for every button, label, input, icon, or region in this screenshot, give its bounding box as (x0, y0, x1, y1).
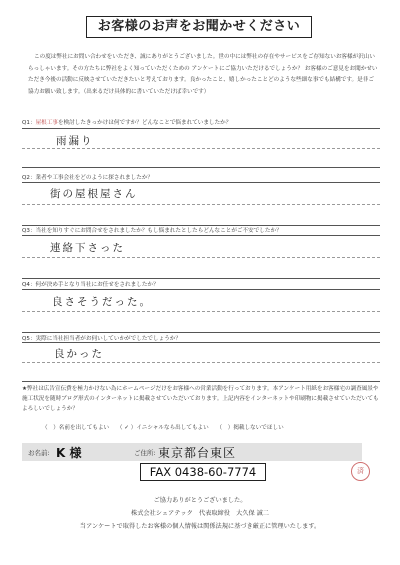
answer-rule (22, 204, 380, 205)
publish-options (42, 423, 290, 431)
customer-address[interactable]: 東京都台東区 (158, 446, 237, 460)
answer-rule (22, 311, 380, 312)
stamp-seal: 済 (351, 462, 370, 481)
answer-4-box[interactable] (22, 289, 380, 333)
answer-1-box[interactable] (22, 128, 380, 168)
answer-2-text: 街の屋根屋さん (50, 188, 138, 200)
answer-3-box[interactable] (22, 235, 380, 279)
answer-4-text: 良さそうだった。 (52, 296, 152, 308)
question-1-suffix: を検討したきっかけは何ですか？どんなことで悩まれていましたか？ (57, 120, 232, 126)
option-name-ok[interactable]: （ ）名前を出してもよい (42, 425, 110, 431)
customer-info-bar (22, 443, 362, 461)
footer-privacy: 当アンケートで取得したお客様の個人情報は関係法規に基づき厳正に管理いたします。 (79, 523, 321, 530)
footer-company: 株式会社シェアテック 代表取締役 大久保 誠二 (131, 510, 269, 517)
page-title: お客様のお声をお聞かせください (86, 16, 312, 38)
option-no-publish[interactable]: （ ）掲載しないでほしい (216, 425, 284, 431)
question-3-label: Q3：当社を知りすぐにお問合せをされましたか？もし悩まれたとしたらどんなことがご不安でしたか？ (22, 228, 282, 234)
answer-1-text: 雨漏り (56, 135, 94, 147)
answer-5-box[interactable] (22, 342, 380, 382)
question-1-prefix: Q1： (22, 120, 36, 126)
answer-rule (22, 148, 380, 149)
answer-rule (22, 257, 380, 258)
answer-3-text: 連絡下さった (50, 242, 125, 254)
name-label: お名前: (28, 449, 50, 457)
question-4-label: Q4：何が決め手となり当社にお任せをされましたか？ (22, 282, 159, 288)
publish-notice: ★弊社は広告宣伝費を極力かけない為にホームページだけをお客様への営業活動を行っております。本アンケート用紙をお客様宅の調査風景や施工状況を随時ブログ形式のインターネットに掲載させていただいております。上記内容をインターネットや印刷物に掲載させていただいてもよろしいでしょうか？ (22, 386, 379, 412)
intro-text: この度は弊社にお問い合わせをいただき、誠にありがとうございました。世の中には弊社の存在やサービスをご存知ないお客様が沢山いらっしゃいます。その方たちに弊社をよく知っていただくための アンケートにご協力いただけるでしょうか？ お客様のご意見をお聞かせいただき今後の活動に反映させていただきたいと考えております。良かったこと、嬉しかったことどのような些細な事でも結構です。是非ご協力お願い致します。（出来るだけ具体的に書いていただけば幸いです） (28, 54, 378, 95)
question-1-highlight: 屋根工事 (35, 120, 58, 126)
footer-thanks: ご協力ありがとうございました。 (153, 497, 247, 504)
address-label: ご住所: (134, 449, 156, 457)
answer-5-text: 良かった (54, 348, 104, 360)
fax-number: FAX 0438-60-7774 (140, 463, 266, 481)
customer-name[interactable]: K 様 (56, 446, 82, 460)
option-initial-ok[interactable]: （ ✓ ）イニシャルなら出してもよい (116, 425, 209, 431)
question-2-label: Q2：業者や工事会社をどのように探されましたか？ (22, 175, 154, 181)
answer-2-box[interactable] (22, 182, 380, 226)
question-5-label: Q5：実際に当社担当者がお伺いしていかがでしたでしょうか？ (22, 336, 181, 342)
question-1-label (22, 118, 231, 126)
answer-rule (22, 362, 380, 363)
